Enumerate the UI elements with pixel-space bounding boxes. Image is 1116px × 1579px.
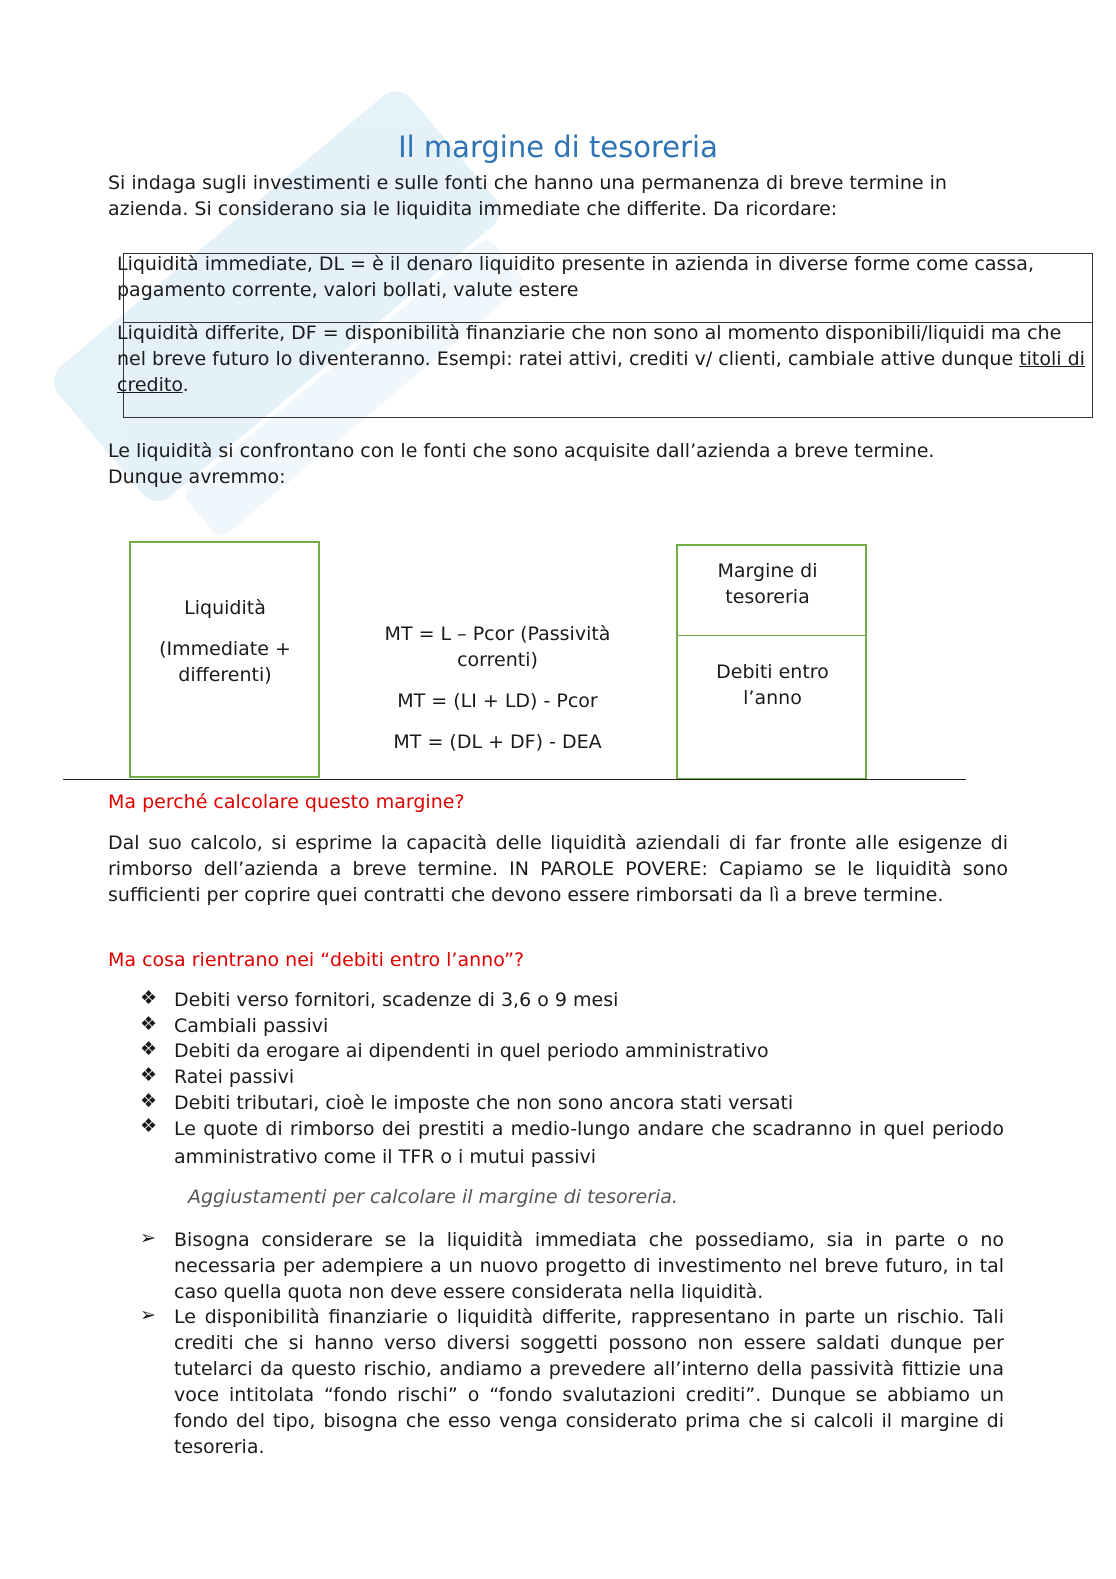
liquidity-label: Liquidità (184, 597, 266, 619)
definition-deferred-text: Liquidità differite, DF = disponibilità finanziarie che non sono al momento disponibili/liquidi ma che nel breve futuro lo diventeranno. Esempi: ratei attivi, crediti v/ clienti, cambiale attive dunque (117, 322, 1062, 370)
sources-divider (677, 635, 866, 636)
formula-3: MT = (DL + DF) - DEA (393, 731, 602, 753)
diamond-bullet-icon: ❖ (140, 1013, 158, 1035)
margin-label: Margine di tesoreria (717, 560, 818, 608)
diamond-bullet-icon: ❖ (140, 1064, 158, 1086)
page-title: Il margine di tesoreria (398, 130, 718, 164)
arrow-bullet-icon: ➢ (140, 1304, 156, 1326)
question-why: Ma perché calcolare questo margine? (108, 791, 465, 813)
formula-1: MT = L – Pcor (Passività correnti) (384, 623, 611, 671)
diamond-bullet-icon: ❖ (140, 1038, 158, 1060)
diamond-bullet-icon: ❖ (140, 1090, 158, 1112)
adjustments-heading: Aggiustamenti per calcolare il margine di tesoreria. (188, 1186, 678, 1208)
diamond-bullet-icon: ❖ (140, 987, 158, 1009)
arrow-bullet-icon: ➢ (140, 1227, 156, 1249)
intro-paragraph: Si indaga sugli investimenti e sulle fonti che hanno una permanenza di breve termine in azienda. Si considerano sia le liquidita immediate che differite. Da ricordare: (108, 172, 947, 220)
definition-deferred-end: . (182, 374, 189, 396)
formula-2: MT = (LI + LD) - Pcor (397, 690, 598, 712)
liquidity-sublabel: (Immediate + differenti) (159, 638, 291, 686)
definition-immediate: Liquidità immediate, DL = è il denaro liquidito presente in azienda in diverse forme come cassa, pagamento corrente, valori bollati, valute estere (117, 253, 1034, 301)
definition-deferred-underlined: titoli di credito (117, 348, 1085, 396)
question-debts: Ma cosa rientrano nei “debiti entro l’anno”? (108, 949, 525, 971)
diamond-bullet-icon: ❖ (140, 1115, 158, 1137)
diagram-baseline (63, 779, 966, 780)
answer-paragraph: Dal suo calcolo, si esprime la capacità delle liquidità aziendali di far fronte alle esigenze di rimborso dell’azienda a breve termine. IN PAROLE POVERE: Capiamo se le liquidità sono sufficienti per coprire quei contratti che devono essere rimborsati da lì a breve termine. (108, 832, 1008, 906)
comparison-paragraph: Le liquidità si confrontano con le fonti che sono acquisite dall’azienda a breve termine. Dunque avremmo: (108, 440, 935, 488)
debts-label: Debiti entro l’anno (716, 661, 829, 709)
definition-deferred (117, 320, 1092, 398)
